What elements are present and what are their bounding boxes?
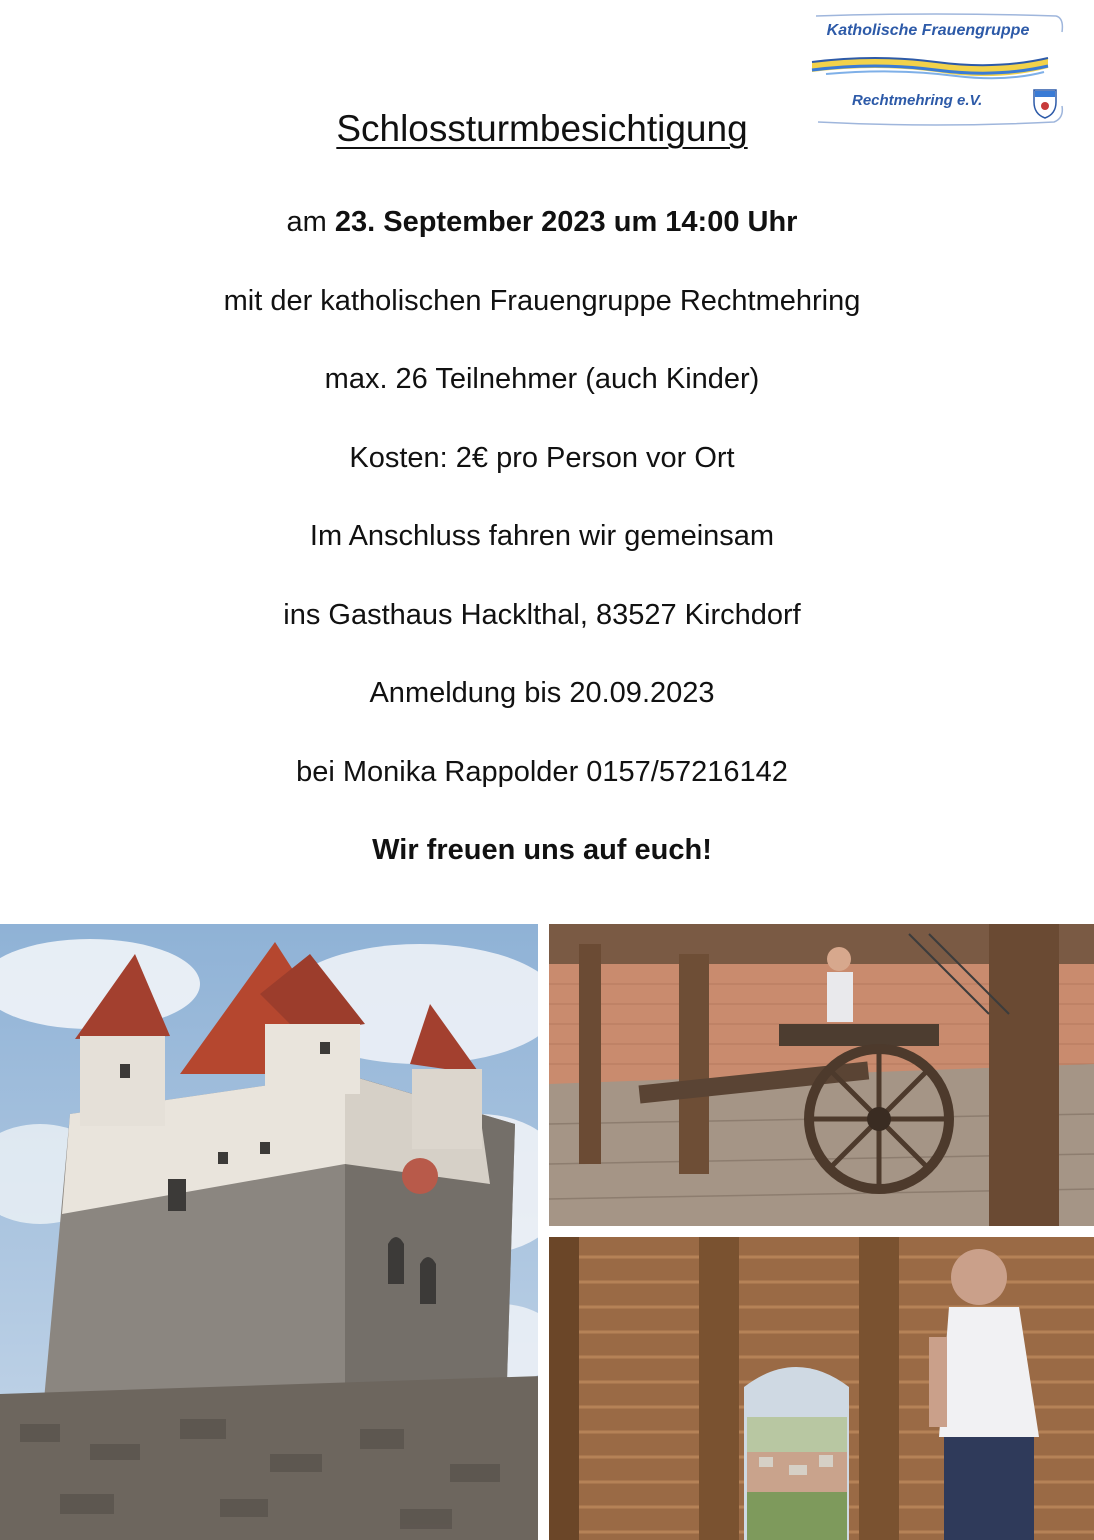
contact-line: bei Monika Rappolder 0157/57216142 <box>296 756 788 788</box>
logo-line-2: Rechtmehring e.V. <box>852 92 983 109</box>
closing-line: Wir freuen uns auf euch! <box>372 834 712 866</box>
event-date: 23. September 2023 um 14:00 Uhr <box>334 206 798 238</box>
registration-deadline-line: Anmeldung bis 20.09.2023 <box>369 677 715 709</box>
afterwards-line: Im Anschluss fahren wir gemeinsam <box>309 520 775 552</box>
organizer-line: mit der katholischen Frauengruppe Rechtmehring <box>223 285 861 317</box>
event-date-prefix: am <box>286 206 335 238</box>
event-date-line <box>0 204 1084 240</box>
logo-line-1: Katholische Frauengruppe <box>826 22 1030 39</box>
participants-line: max. 26 Teilnehmer (auch Kinder) <box>324 363 760 395</box>
castle-tower-photo <box>0 924 538 1540</box>
tower-window-view-photo <box>549 1237 1094 1540</box>
venue-line: ins Gasthaus Hacklthal, 83527 Kirchdorf <box>283 599 801 631</box>
page-title: Schlossturmbesichtigung <box>336 108 748 149</box>
tower-interior-cannon-photo <box>549 924 1094 1226</box>
cost-line: Kosten: 2€ pro Person vor Ort <box>349 442 735 474</box>
